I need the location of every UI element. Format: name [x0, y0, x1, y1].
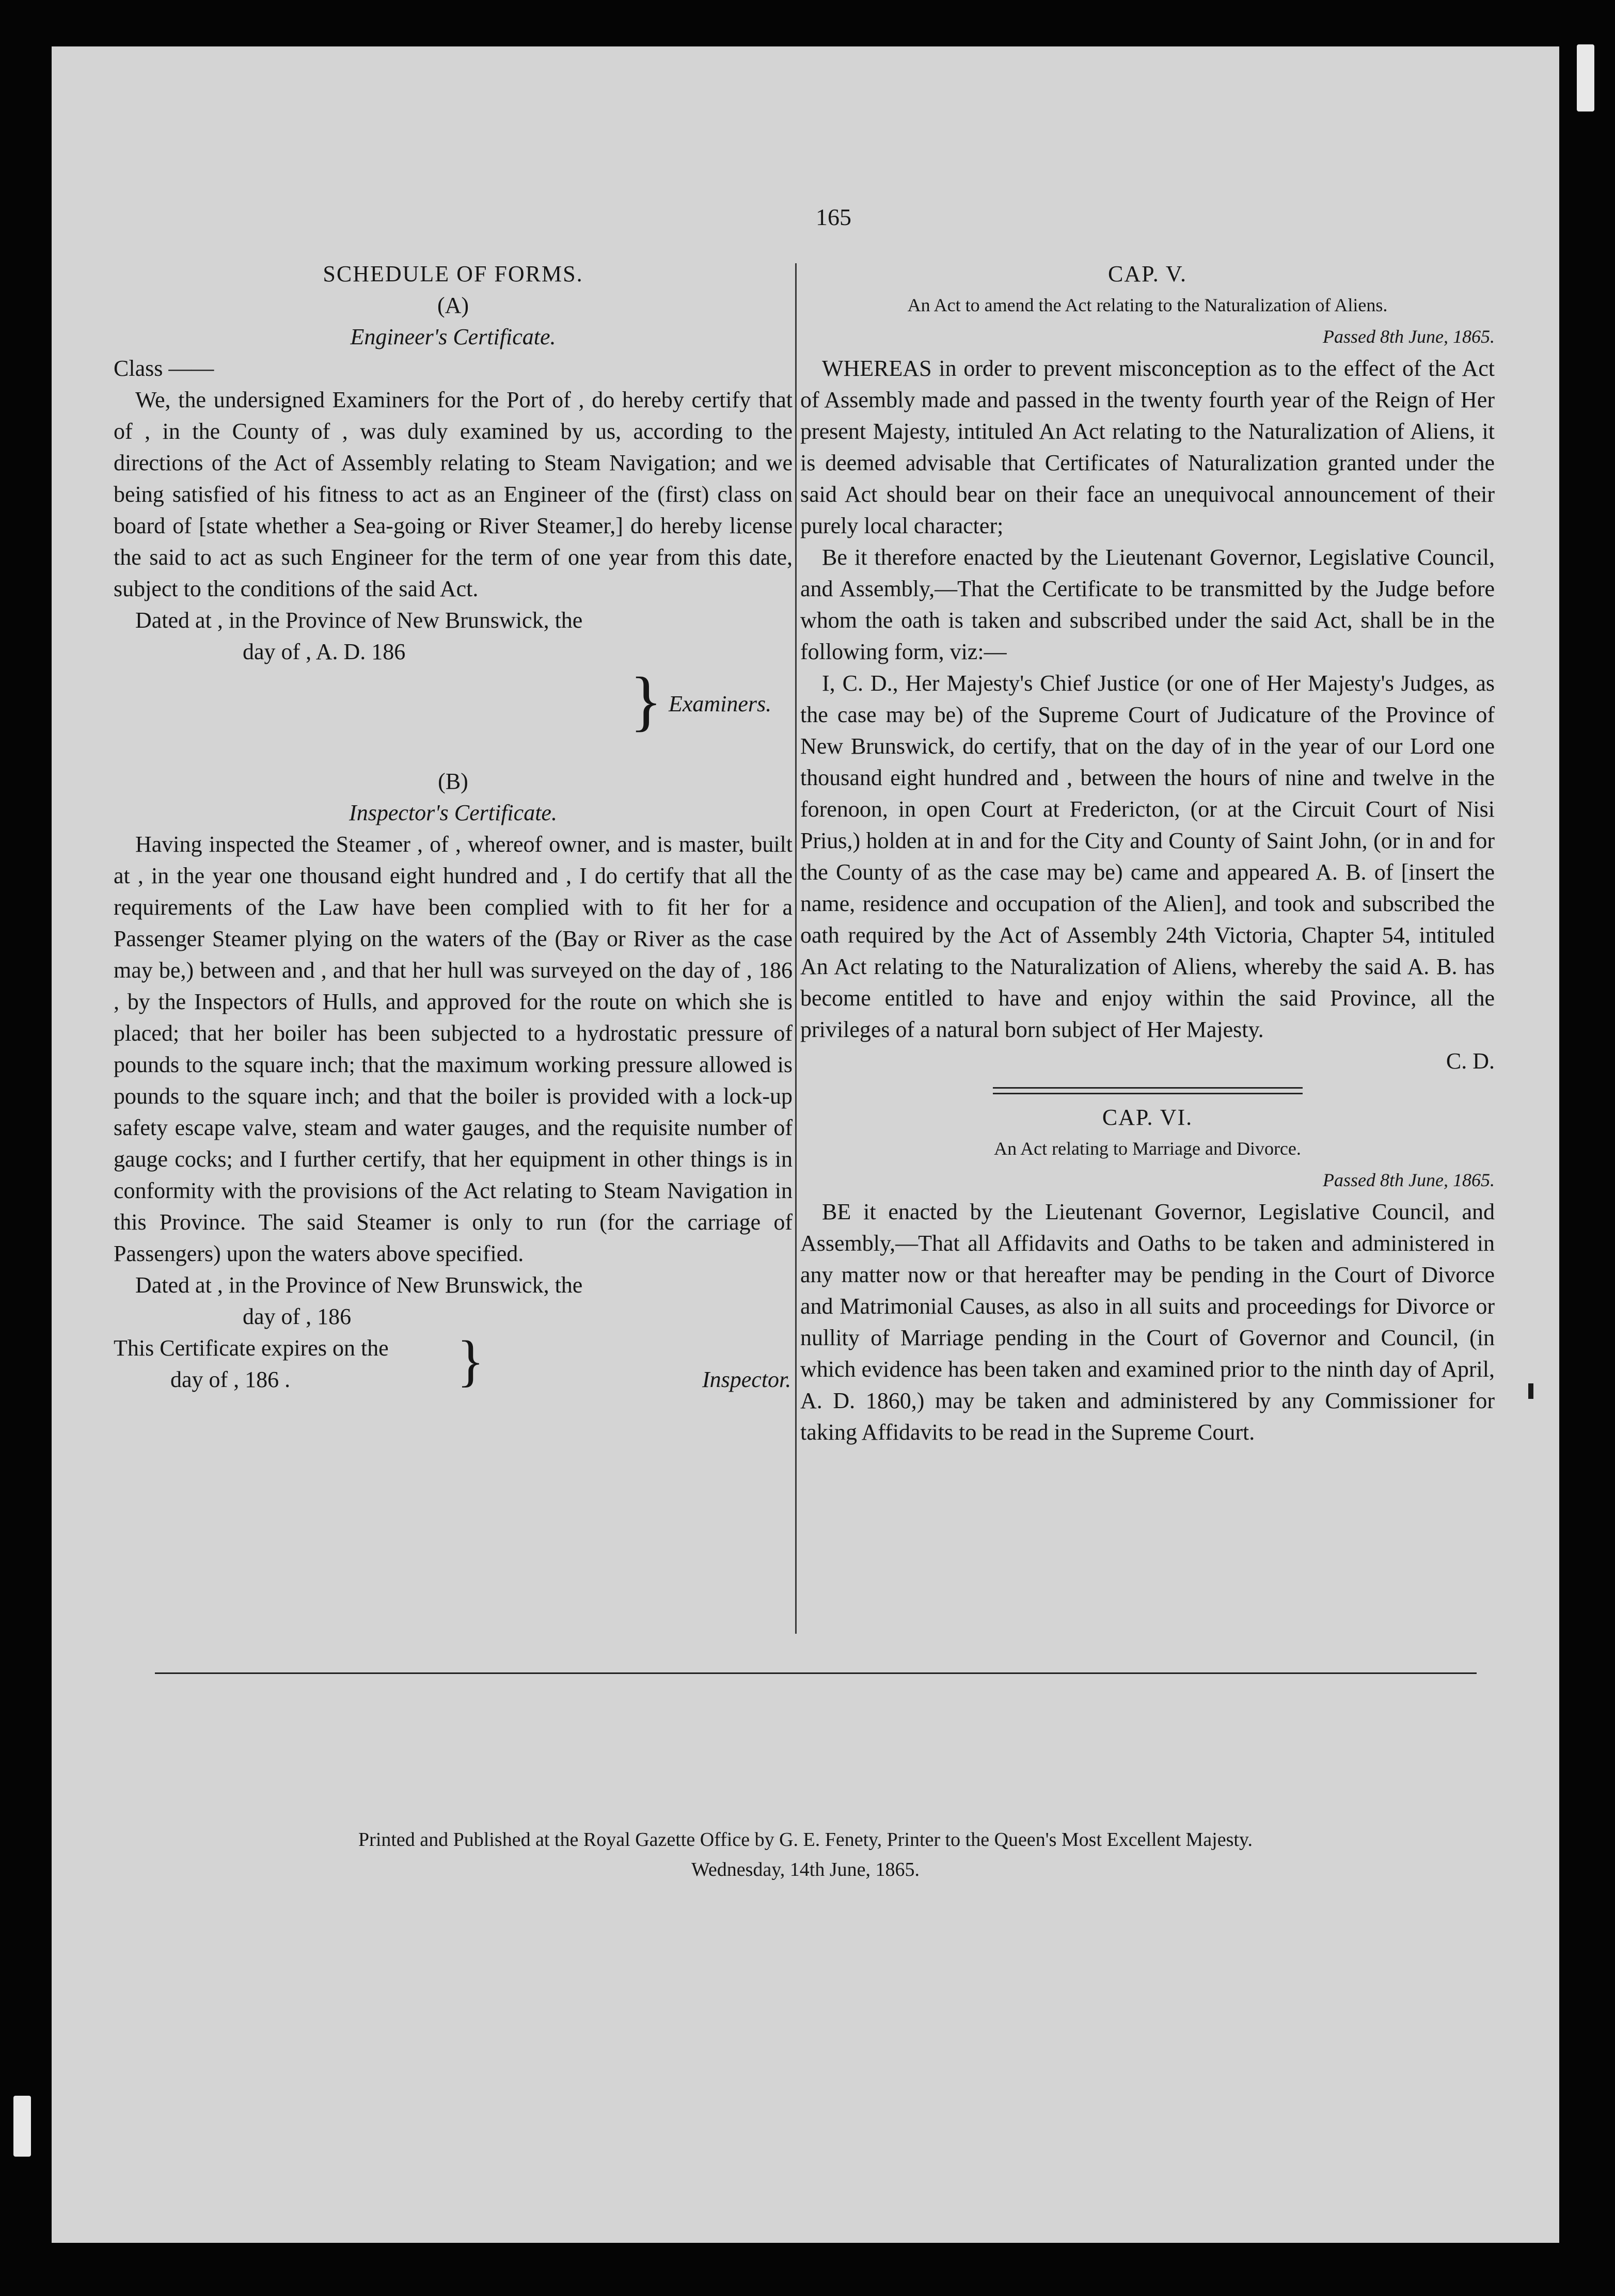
cap6-para-1: BE it enacted by the Lieutenant Governor, Legislative Council, and Assembly,—That all Affidavits and Oaths to be taken and administered in any matter now or that hereafter may be pending in the Court of Divorce and Matrimonial Causes, as also in all suits and proceedings for Divorce or nullity of Marriage pending in the Court of Governor and Council, (in which evidence has been taken and examined prior to the ninth day of April, A. D. 1860,) may be taken and administered by any Commissioner for taking Affidavits to be read in the Supreme Court.: [800, 1199, 1495, 1445]
form-b-expires-line-2: day of , 186 .: [170, 1367, 291, 1392]
form-b-dated-line-1: Dated at , in the Province of New Brunswick, the: [135, 1272, 583, 1298]
scan-edge-tab-top: [1577, 44, 1594, 111]
form-a-dated-line-1: Dated at , in the Province of New Brunswick, the: [135, 608, 583, 633]
column-divider: [795, 263, 797, 1634]
footer-rule: [155, 1672, 1477, 1674]
form-b-brace: }: [457, 1329, 484, 1392]
cap5-para-3: I, C. D., Her Majesty's Chief Justice (or one of Her Majesty's Judges, as the case may be) of the Supreme Court of Judicature of the Province of New Brunswick, do certify, that on the day of in the year of our Lord one thousand eight hundred and , between the hours of nine and twelve in the forenoon, in open Court at Fredericton, (or at the Circuit Court of Nisi Prius,) holden at in and for the City and County of Saint John, (or in and for the County of as the case may be) came and appeared A. B. of [insert the name, residence and occupation of the Alien], and took and subscribed the oath required by the Act of Assembly 24th Victoria, Chapter 54, intituled An Act relating to the Naturalization of Aliens, whereby the said A. B. has become entitled to have and enjoy within the said Province, all the privileges of a natural born subject of Her Majesty.: [800, 671, 1495, 1042]
form-b-dated-line-2: day of , 186: [243, 1304, 352, 1329]
imprint-line-2: Wednesday, 14th June, 1865.: [691, 1859, 920, 1880]
right-column: [800, 258, 1495, 1448]
cap5-title: CAP. V.: [1107, 261, 1188, 286]
cap6-title: CAP. VI.: [1102, 1105, 1193, 1130]
form-b-expires-line-1: This Certificate expires on the: [114, 1335, 389, 1361]
form-a-class-line: Class ——: [114, 356, 214, 381]
cap5-para-2: Be it therefore enacted by the Lieutenant Governor, Legislative Council, and Assembly,—That the Certificate to be transmitted by the Judge before whom the oath is taken and subscribed under the said Act, shall be in the following form, viz:—: [800, 545, 1495, 664]
form-b-signature-block: [114, 1329, 793, 1399]
imprint-footer: [52, 1825, 1559, 1885]
cap5-subtitle: An Act to amend the Act relating to the Naturalization of Aliens.: [907, 295, 1388, 315]
form-a-body: We, the undersigned Examiners for the Port of , do hereby certify that of , in the County of , was duly examined by us, according to the directions of the Act of Assembly relating to Steam Navigation; and we being satisfied of his fitness to act as an Engineer of the (first) class on board of [state whether a Sea-going or River Steamer,] do hereby license the said to act as such Engineer for the term of one year from this date, subject to the conditions of the said Act.: [114, 387, 793, 601]
cap6-passed: Passed 8th June, 1865.: [1323, 1170, 1495, 1190]
form-b-body: Having inspected the Steamer , of , whereof owner, and is master, built at , in the year one thousand eight hundred and , I do certify that all the requirements of the Law have been complied with to fit her for a Passenger Steamer plying on the waters of the (Bay or River as the case may be,) between and , and that her hull was surveyed on the day of , 186 , by the Inspectors of Hulls, and approved for the route on which she is placed; that her boiler has been subjected to a hydrostatic pressure of pounds to the square inch; that the maximum working pressure allowed is pounds to the square inch; and that the boiler is provided with a lock-up safety escape valve, steam and water gauges, and the requisite number of gauge cocks; and I further certify, that her equipment in other things is in conformity with the provisions of the Act relating to Steam Navigation in this Province. The said Steamer is only to run (for the carriage of Passengers) upon the waters above specified.: [114, 832, 793, 1266]
schedule-title: SCHEDULE OF FORMS.: [323, 261, 583, 286]
form-a-label: (A): [437, 293, 469, 318]
cap5-para-1: WHEREAS in order to prevent misconception as to the effect of the Act of Assembly made and passed in the twenty fourth year of the Reign of Her present Majesty, intituled An Act relating to the Naturalization of Aliens, it is deemed advisable that Certificates of Naturalization granted under the said Act should bear on their face an unequivocal announcement of their purely local character;: [800, 356, 1495, 538]
form-a-brace: }: [630, 664, 662, 738]
cap6-subtitle: An Act relating to Marriage and Divorce.: [994, 1138, 1301, 1159]
form-a-signature-block: [114, 664, 793, 755]
cap5-passed: Passed 8th June, 1865.: [1323, 326, 1495, 347]
scan-mark: [1528, 1383, 1533, 1399]
form-a-title: Engineer's Certificate.: [350, 324, 556, 349]
imprint-line-1: Printed and Published at the Royal Gazette Office by G. E. Fenety, Printer to the Queen's Most Excellent Majesty.: [358, 1829, 1253, 1851]
cap5-signer: C. D.: [1446, 1048, 1495, 1074]
form-b-title: Inspector's Certificate.: [349, 800, 557, 825]
scan-edge-tab-bottom: [13, 2096, 31, 2157]
form-b-signer: Inspector.: [702, 1367, 791, 1392]
form-a-signer: Examiners.: [669, 691, 772, 716]
form-b-label: (B): [438, 769, 468, 794]
left-column: [114, 258, 793, 1399]
page-number: 165: [816, 204, 851, 230]
form-a-dated-line-2: day of , A. D. 186: [243, 639, 406, 664]
document-page: [52, 46, 1559, 2243]
section-divider: [993, 1087, 1303, 1094]
